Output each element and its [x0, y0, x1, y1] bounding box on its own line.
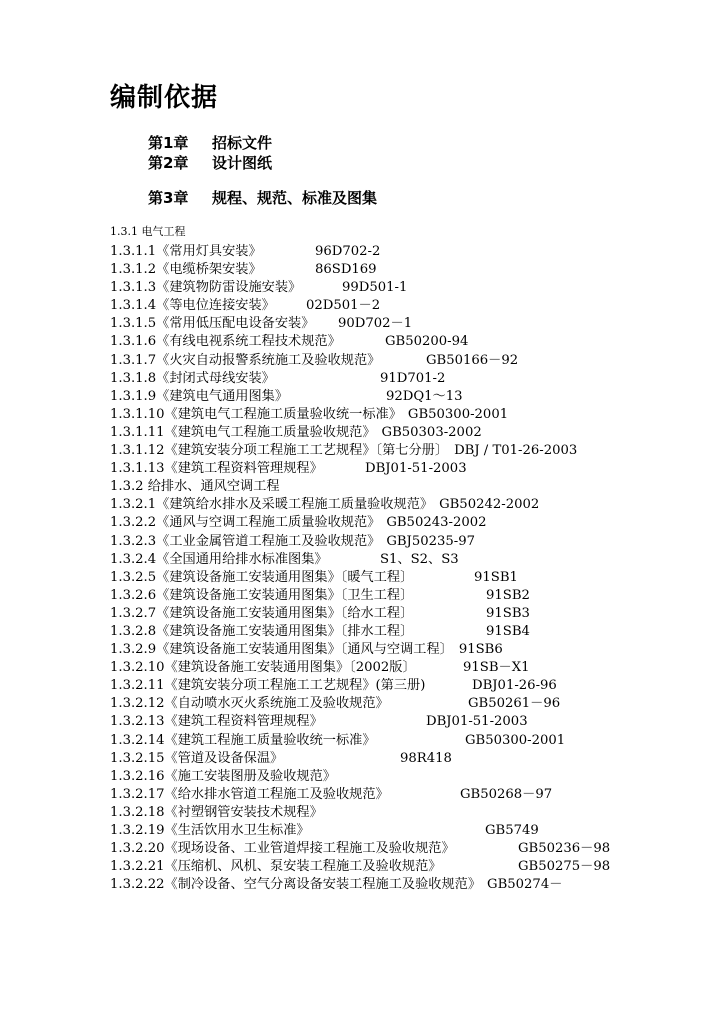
- item-title: 1.3.2.2《通风与空调工程施工质量验收规范》: [110, 515, 381, 531]
- item-code: GB50268－97: [460, 786, 553, 802]
- item-code: GB50242-2002: [439, 497, 540, 513]
- list-item: [110, 261, 720, 279]
- list-item: [110, 514, 720, 532]
- item-title: 1.3.1.9《建筑电气通用图集》: [110, 388, 289, 404]
- list-item: [110, 442, 720, 460]
- list-item: [110, 840, 720, 858]
- list-item: [110, 406, 720, 424]
- item-title: 1.3.2.8《建筑设备施工安装通用图集》〔排水工程〕: [110, 623, 414, 639]
- list-item: [110, 713, 720, 731]
- list-item: [110, 768, 720, 786]
- reference-list: [110, 243, 720, 894]
- item-title: 1.3.1.13《建筑工程资料管理规程》: [110, 461, 323, 477]
- list-item: [110, 605, 720, 623]
- list-item: [110, 732, 720, 750]
- item-code: 91SB2: [486, 587, 530, 603]
- list-item: [110, 641, 720, 659]
- page-title: 编制依据: [110, 83, 219, 113]
- chapter-3: [148, 188, 377, 208]
- item-code: GB50236－98: [518, 841, 611, 857]
- list-item: [110, 822, 720, 840]
- item-title: 1.3.1.1《常用灯具安装》: [110, 244, 262, 259]
- item-code: 02D501－2: [306, 298, 381, 314]
- list-item: [110, 804, 720, 822]
- item-code: 91SB1: [474, 569, 518, 585]
- item-code: DBJ01-51-2003: [365, 461, 467, 477]
- item-code: S1、S2、S3: [380, 551, 459, 567]
- item-code: GB50300-2001: [465, 732, 566, 748]
- item-title: 1.3.1.10《建筑电气工程施工质量验收统一标准》: [110, 406, 402, 422]
- item-title: 1.3.2.22《制冷设备、空气分离设备安装工程施工及验收规范》: [110, 877, 482, 893]
- item-code: 98R418: [400, 750, 452, 766]
- item-code: GB50303-2002: [381, 424, 482, 440]
- list-item: [110, 876, 720, 894]
- item-code: GB50243-2002: [386, 515, 487, 531]
- item-title: 1.3.2.20《现场设备、工业管道焊接工程施工及验收规范》: [110, 841, 455, 857]
- item-code: 91SB6: [458, 642, 503, 658]
- list-item: [110, 659, 720, 677]
- item-title: 1.3.1.2《电缆桥架安装》: [110, 262, 262, 278]
- item-code: DBJ01-26-96: [472, 678, 557, 694]
- list-item: [110, 370, 720, 388]
- item-title: 1.3.1.4《等电位连接安装》: [110, 298, 275, 314]
- item-code: GB50200-94: [385, 334, 469, 350]
- list-item: [110, 478, 720, 496]
- item-code: GB50275－98: [518, 859, 611, 875]
- item-title: 1.3.2.1《建筑给水排水及采暖工程施工质量验收规范》: [110, 497, 434, 513]
- item-title: 1.3.2.5《建筑设备施工安装通用图集》〔暖气工程〕: [110, 569, 414, 585]
- list-item: [110, 352, 720, 370]
- item-title: 1.3.2.21《压缩机、风机、泵安装工程施工及验收规范》: [110, 859, 442, 875]
- list-item: [110, 388, 720, 406]
- item-title: 1.3.2.15《管道及设备保温》: [110, 750, 284, 766]
- chapter-1: [148, 133, 272, 153]
- item-title: 1.3.2.9《建筑设备施工安装通用图集》〔通风与空调工程〕: [110, 642, 453, 658]
- list-item: [110, 243, 720, 261]
- item-code: GB5749: [485, 823, 539, 838]
- item-title: 1.3.2.17《给水排水管道工程施工及验收规范》: [110, 786, 389, 802]
- list-item: [110, 569, 720, 587]
- item-code: 96D702-2: [315, 244, 381, 259]
- item-code: 91SB4: [486, 623, 530, 639]
- list-item: [110, 496, 720, 514]
- item-code: 91D701-2: [380, 370, 446, 386]
- list-item: [110, 786, 720, 804]
- chapter-2: [148, 153, 272, 173]
- item-code: GBJ50235-97: [386, 533, 476, 549]
- list-item: [110, 587, 720, 605]
- item-code: 86SD169: [315, 262, 377, 278]
- item-code: GB50300-2001: [407, 406, 509, 422]
- item-title: 1.3.2.10《建筑设备施工安装通用图集》〔2002版〕: [110, 660, 416, 676]
- chapter-label: 第2章: [148, 154, 189, 172]
- item-code: 91SB－X1: [463, 660, 530, 676]
- item-title: 1.3.2.6《建筑设备施工安装通用图集》〔卫生工程〕: [110, 587, 414, 603]
- item-code: 90D702－1: [338, 316, 413, 332]
- list-item: [110, 460, 720, 478]
- list-item: [110, 424, 720, 442]
- section-heading: 1.3.1 电气工程: [110, 225, 186, 238]
- chapter-text: 规程、规范、标准及图集: [212, 189, 378, 207]
- list-item: [110, 551, 720, 569]
- list-item: [110, 858, 720, 876]
- list-item: [110, 333, 720, 351]
- item-title: 1.3.2.19《生活饮用水卫生标准》: [110, 823, 310, 838]
- list-item: [110, 279, 720, 297]
- item-title: 1.3.2 给排水、通风空调工程: [110, 479, 280, 495]
- list-item: [110, 297, 720, 315]
- item-title: 1.3.1.3《建筑物防雷设施安装》: [110, 280, 302, 296]
- item-code: 92DQ1～13: [386, 388, 463, 404]
- item-title: 1.3.1.12《建筑安装分项工程施工工艺规程》〔第七分册〕: [110, 443, 449, 459]
- item-code: GB50261－96: [468, 696, 561, 712]
- item-code: 99D501-1: [342, 280, 408, 296]
- item-title: 1.3.1.8《封闭式母线安装》: [110, 370, 275, 386]
- chapter-text: 招标文件: [212, 134, 273, 152]
- item-title: 1.3.2.11《建筑安装分项工程施工工艺规程》(第三册): [110, 678, 426, 694]
- list-item: [110, 315, 720, 333]
- list-item: [110, 695, 720, 713]
- chapter-text: 设计图纸: [212, 154, 273, 172]
- item-code: GB50166－92: [426, 352, 519, 368]
- item-title: 1.3.1.5《常用低压配电设备安装》: [110, 316, 315, 332]
- list-item: [110, 750, 720, 768]
- item-title: 1.3.1.11《建筑电气工程施工质量验收规范》: [110, 424, 376, 440]
- list-item: [110, 533, 720, 551]
- item-title: 1.3.2.16《施工安装图册及验收规范》: [110, 768, 336, 784]
- item-title: 1.3.1.7《火灾自动报警系统施工及验收规范》: [110, 352, 381, 368]
- item-code: 91SB3: [486, 605, 530, 621]
- chapter-label: 第3章: [148, 189, 189, 207]
- item-code: DBJ / T01-26-2003: [454, 443, 578, 459]
- chapter-label: 第1章: [148, 134, 189, 152]
- item-title: 1.3.1.6《有线电视系统工程技术规范》: [110, 334, 341, 350]
- item-title: 1.3.2.7《建筑设备施工安装通用图集》〔给水工程〕: [110, 605, 414, 621]
- list-item: [110, 623, 720, 641]
- item-title: 1.3.2.14《建筑工程施工质量验收统一标准》: [110, 732, 376, 748]
- item-title: 1.3.2.18《衬塑钢管安装技术规程》: [110, 804, 323, 820]
- item-title: 1.3.2.13《建筑工程资料管理规程》: [110, 714, 323, 730]
- list-item: [110, 677, 720, 695]
- item-code: GB50274－: [487, 877, 563, 893]
- item-title: 1.3.2.12《自动喷水灭火系统施工及验收规范》: [110, 696, 389, 712]
- item-title: 1.3.2.3《工业金属管道工程施工及验收规范》: [110, 533, 381, 549]
- item-title: 1.3.2.4《全国通用给排水标准图集》: [110, 551, 328, 567]
- item-code: DBJ01-51-2003: [426, 714, 528, 730]
